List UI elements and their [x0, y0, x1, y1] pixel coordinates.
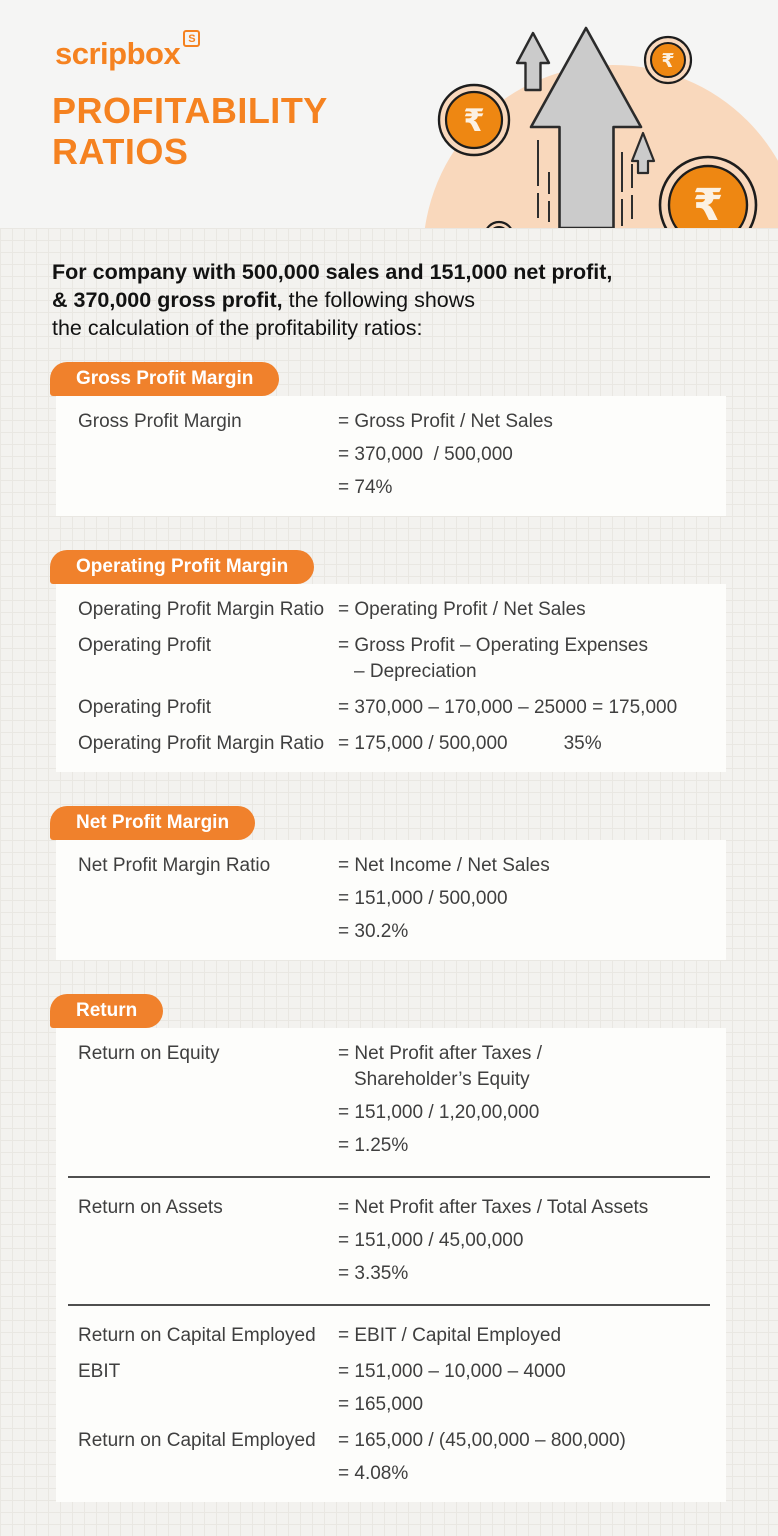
formula-text: = 165,000: [338, 1394, 424, 1415]
ratio-row: [78, 854, 706, 944]
ratio-label: Net Profit Margin Ratio: [78, 855, 271, 876]
page-title: [52, 90, 328, 172]
ratio-values: [338, 598, 706, 622]
formula-text: = 151,000 / 1,20,00,000: [338, 1102, 540, 1123]
formula-text: = 151,000 / 45,00,000: [338, 1230, 524, 1251]
section-title: Gross Profit Margin: [76, 368, 254, 389]
formula-line: [338, 598, 706, 622]
ratio-label: EBIT: [78, 1361, 121, 1382]
sections: [0, 362, 778, 1502]
formula-line: [338, 410, 706, 434]
formula-line: [338, 1196, 706, 1220]
formula-line: [338, 1462, 706, 1486]
formula-line: [338, 1324, 706, 1348]
page-title-line2: RATIOS: [52, 131, 189, 172]
ratio-values: [338, 634, 706, 684]
intro-bold-line2: & 370,000 gross profit,: [52, 288, 283, 312]
formula-line: [338, 1262, 706, 1286]
formula-line: [338, 1393, 706, 1417]
ratio-section: [50, 550, 778, 772]
formula-text: – Depreciation: [354, 661, 477, 682]
formula-text: = Operating Profit / Net Sales: [338, 599, 586, 620]
section-card: [56, 1028, 726, 1502]
formula-line: [338, 634, 706, 658]
ratio-label: Operating Profit Margin Ratio: [78, 599, 325, 620]
formula-text: = 1.25%: [338, 1135, 409, 1156]
formula-text: = 30.2%: [338, 921, 409, 942]
section-title-pill: [50, 806, 255, 840]
formula-text: = Gross Profit / Net Sales: [338, 411, 553, 432]
intro-regular-line2: the following shows: [282, 288, 476, 312]
formula-line: [338, 1101, 706, 1125]
formula-text: = 175,000 / 500,000: [338, 733, 508, 754]
formula-line: [338, 854, 706, 878]
ratio-row: [78, 1196, 706, 1286]
formula-text: = Net Income / Net Sales: [338, 855, 550, 876]
intro-bold-line1: For company with 500,000 sales and 151,000 net profit,: [52, 260, 613, 284]
ratio-group: [78, 410, 706, 500]
result-value: 35%: [563, 733, 602, 754]
formula-text: = Net Profit after Taxes / Total Assets: [338, 1197, 649, 1218]
ratio-label: Return on Capital Employed: [78, 1325, 316, 1346]
ratio-values: [338, 1042, 706, 1158]
ratio-row: [78, 1429, 706, 1486]
growth-illustration: [418, 0, 778, 228]
ratio-group: [78, 1042, 706, 1158]
formula-text: = 151,000 / 500,000: [338, 888, 508, 909]
svg-text:₹: ₹: [463, 103, 485, 139]
section-card: [56, 840, 726, 960]
formula-text: Shareholder’s Equity: [354, 1069, 530, 1090]
ratio-row: [78, 410, 706, 500]
intro-text: [52, 258, 726, 342]
formula-text: = 74%: [338, 477, 393, 498]
ratio-label: Operating Profit Margin Ratio: [78, 733, 325, 754]
formula-text: = EBIT / Capital Employed: [338, 1325, 562, 1346]
section-card: [56, 396, 726, 516]
ratio-label: Return on Equity: [78, 1043, 220, 1064]
ratio-row: [78, 1360, 706, 1417]
ratio-values: [338, 1196, 706, 1286]
formula-text: = Net Profit after Taxes /: [338, 1043, 542, 1064]
formula-text: = 165,000 / (45,00,000 – 800,000): [338, 1430, 626, 1451]
section-title: Return: [76, 1000, 138, 1021]
ratio-row: [78, 1324, 706, 1348]
rupee-coin-icon: [645, 37, 691, 83]
intro-regular-line3: the calculation of the profitability ratios:: [52, 316, 423, 340]
formula-line: [338, 1229, 706, 1253]
formula-line: [338, 443, 706, 467]
section-title-pill: [50, 550, 314, 584]
formula-line: [338, 1134, 706, 1158]
divider: [68, 1304, 710, 1306]
rupee-coin-icon: [439, 85, 509, 155]
formula-text: = 370,000 – 170,000 – 25000 = 175,000: [338, 697, 678, 718]
ratio-values: [338, 1324, 706, 1348]
formula-line: [338, 887, 706, 911]
section-title: Operating Profit Margin: [76, 556, 289, 577]
section-card: [56, 584, 726, 772]
formula-line: [338, 1042, 706, 1066]
ratio-section: [50, 362, 778, 516]
ratio-values: [338, 1360, 706, 1417]
content: [0, 228, 778, 1536]
brand-logo-mark-icon: S: [183, 30, 200, 47]
formula-line: [338, 920, 706, 944]
divider: [68, 1176, 710, 1178]
ratio-values: [338, 410, 706, 500]
ratio-values: [338, 854, 706, 944]
ratio-label: Gross Profit Margin: [78, 411, 242, 432]
ratio-group: [78, 1196, 706, 1286]
formula-line: [338, 696, 706, 720]
ratio-row: [78, 1042, 706, 1158]
formula-line: [338, 732, 706, 756]
ratio-label: Operating Profit: [78, 697, 212, 718]
ratio-values: [338, 1429, 706, 1486]
ratio-row: [78, 696, 706, 720]
brand-logo-text: scripbox: [55, 36, 181, 71]
ratio-group: [78, 854, 706, 944]
page-title-line1: PROFITABILITY: [52, 90, 328, 131]
ratio-group: [78, 1324, 706, 1486]
formula-line: [338, 476, 706, 500]
formula-text: = 3.35%: [338, 1263, 409, 1284]
ratio-label: Return on Capital Employed: [78, 1430, 316, 1451]
header: [0, 0, 778, 228]
ratio-row: [78, 634, 706, 684]
formula-text: = 370,000 / 500,000: [338, 444, 513, 465]
ratio-row: [78, 598, 706, 622]
section-title-pill: [50, 362, 279, 396]
formula-line: [338, 1068, 706, 1092]
ratio-group: [78, 598, 706, 756]
section-title: Net Profit Margin: [76, 812, 230, 833]
formula-text: = 151,000 – 10,000 – 4000: [338, 1361, 566, 1382]
ratio-section: [50, 994, 778, 1502]
ratio-section: [50, 806, 778, 960]
ratio-values: [338, 732, 706, 756]
ratio-values: [338, 696, 706, 720]
svg-text:₹: ₹: [661, 50, 675, 72]
ratio-label: Return on Assets: [78, 1197, 223, 1218]
formula-text: = Gross Profit – Operating Expenses: [338, 635, 648, 656]
formula-line: [338, 660, 706, 684]
section-title-pill: [50, 994, 163, 1028]
formula-line: [338, 1360, 706, 1384]
brand-logo: [55, 32, 200, 72]
formula-line: [338, 1429, 706, 1453]
formula-text: = 4.08%: [338, 1463, 409, 1484]
ratio-label: Operating Profit: [78, 635, 212, 656]
ratio-row: [78, 732, 706, 756]
svg-text:₹: ₹: [692, 180, 724, 228]
